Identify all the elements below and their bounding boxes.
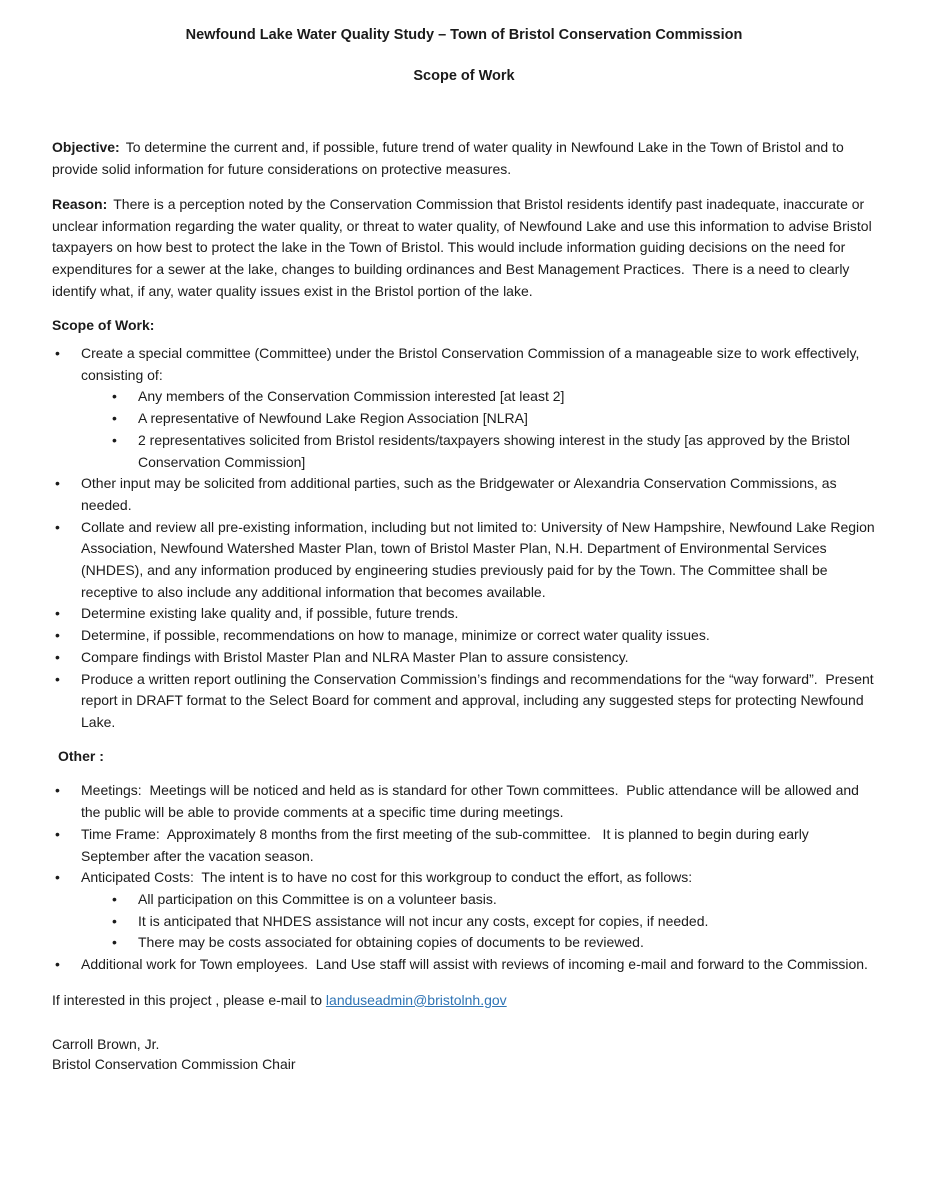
list-item-text: 2 representatives solicited from Bristol residents/taxpayers showing interest in the study [as approved by the Bristol Conservation Commission] (138, 431, 854, 470)
reason-paragraph (52, 194, 876, 303)
objective-paragraph (52, 137, 876, 180)
list-item-text: Additional work for Town employees. Land Use staff will assist with reviews of incoming e-mail and forward to the Commission. (81, 956, 868, 973)
list-item (111, 408, 876, 430)
contact-lead-text: If interested in this project , please e-mail to (52, 991, 326, 1008)
list-item (52, 867, 876, 954)
anticipated-costs-sublist (111, 889, 876, 954)
list-item (111, 430, 876, 473)
reason-label: Reason: (52, 195, 108, 212)
list-item-text: Determine existing lake quality and, if possible, future trends. (81, 605, 459, 622)
list-item-text: Other input may be solicited from additional parties, such as the Bridgewater or Alexandria Conservation Commissions, as needed. (81, 475, 841, 513)
list-item (52, 473, 876, 516)
committee-sublist (111, 386, 876, 473)
other-list (52, 780, 876, 975)
list-item (111, 932, 876, 954)
objective-label: Objective: (52, 139, 120, 156)
signature-title: Bristol Conservation Commission Chair (52, 1056, 296, 1073)
list-item-text: Time Frame: Approximately 8 months from the first meeting of the sub-committee. It is planned to begin during early September after the vacation season. (81, 825, 813, 864)
list-item-text: There may be costs associated for obtaining copies of documents to be reviewed. (138, 934, 644, 951)
objective-text: To determine the current and, if possible, future trend of water quality in Newfound Lake in the Town of Bristol and to provide solid information for future considerations on protective measures. (52, 139, 848, 178)
other-heading: Other : (58, 747, 104, 764)
signature-name: Carroll Brown, Jr. (52, 1036, 160, 1053)
list-item-text: Compare findings with Bristol Master Plan and NLRA Master Plan to assure consistency. (81, 648, 629, 665)
document-subtitle: Scope of Work (413, 67, 515, 84)
scope-of-work-list (52, 343, 876, 734)
list-item (111, 889, 876, 911)
list-item (111, 386, 876, 408)
list-item (52, 824, 876, 867)
list-item-text: Determine, if possible, recommendations on how to manage, minimize or correct water quality issues. (81, 627, 710, 644)
email-link[interactable]: landuseadmin@bristolnh.gov (325, 991, 507, 1008)
list-item (52, 954, 876, 976)
list-item-text: Meetings: Meetings will be noticed and held as is standard for other Town committees. Public attendance will be allowed and the public will be able to provide comments at a specific time during meetings. (81, 782, 863, 821)
list-item (52, 603, 876, 625)
list-item (52, 517, 876, 604)
list-item (52, 343, 876, 473)
list-item (111, 911, 876, 933)
list-item (52, 647, 876, 669)
list-item-text: Create a special committee (Committee) under the Bristol Conservation Commission of a manageable size to work effectively, consisting of: (81, 345, 864, 383)
list-item-text: Collate and review all pre-existing information, including but not limited to: University of New Hampshire, Newfound Lake Region Association, Newfound Watershed Master Plan, town of Bristol Master Plan, N.H. Department of Environmental Services (NHDES), and any information produced by engineering studies previously paid for by the Town. The Committee shall be receptive to also include any additional information that becomes available. (81, 518, 878, 600)
scope-of-work-heading: Scope of Work: (52, 317, 155, 334)
contact-paragraph (52, 990, 876, 1012)
list-item-text: Anticipated Costs: The intent is to have no cost for this workgroup to conduct the effort, as follows: (81, 869, 693, 886)
list-item-text: A representative of Newfound Lake Region Association [NLRA] (138, 410, 528, 427)
list-item (52, 669, 876, 734)
document-title: Newfound Lake Water Quality Study – Town of Bristol Conservation Commission (185, 27, 743, 43)
list-item-text: Produce a written report outlining the Conservation Commission’s findings and recommendations for the “way forward”. Present report in DRAFT format to the Select Board for comment and approval, including any suggested steps for protecting Newfound Lake. (81, 670, 878, 730)
list-item-text: Any members of the Conservation Commission interested [at least 2] (138, 388, 565, 405)
list-item-text: It is anticipated that NHDES assistance will not incur any costs, except for copies, if needed. (138, 912, 709, 929)
reason-text: There is a perception noted by the Conservation Commission that Bristol residents identify past inadequate, inaccurate or unclear information regarding the water quality, or threat to water quality, of Newfound Lake and use this information to advise Bristol taxpayers on how best to protect the lake in the Town of Bristol. This would include information guiding decisions on the need for expenditures for a sewer at the lake, changes to building ordinances and Best Management Practices. There is a need to clearly identify what, if any, water quality issues exist in the Bristol portion of the lake. (52, 195, 876, 299)
list-item (52, 780, 876, 823)
signature-block (52, 1034, 876, 1074)
list-item-text: All participation on this Committee is on a volunteer basis. (138, 890, 497, 907)
list-item (52, 625, 876, 647)
